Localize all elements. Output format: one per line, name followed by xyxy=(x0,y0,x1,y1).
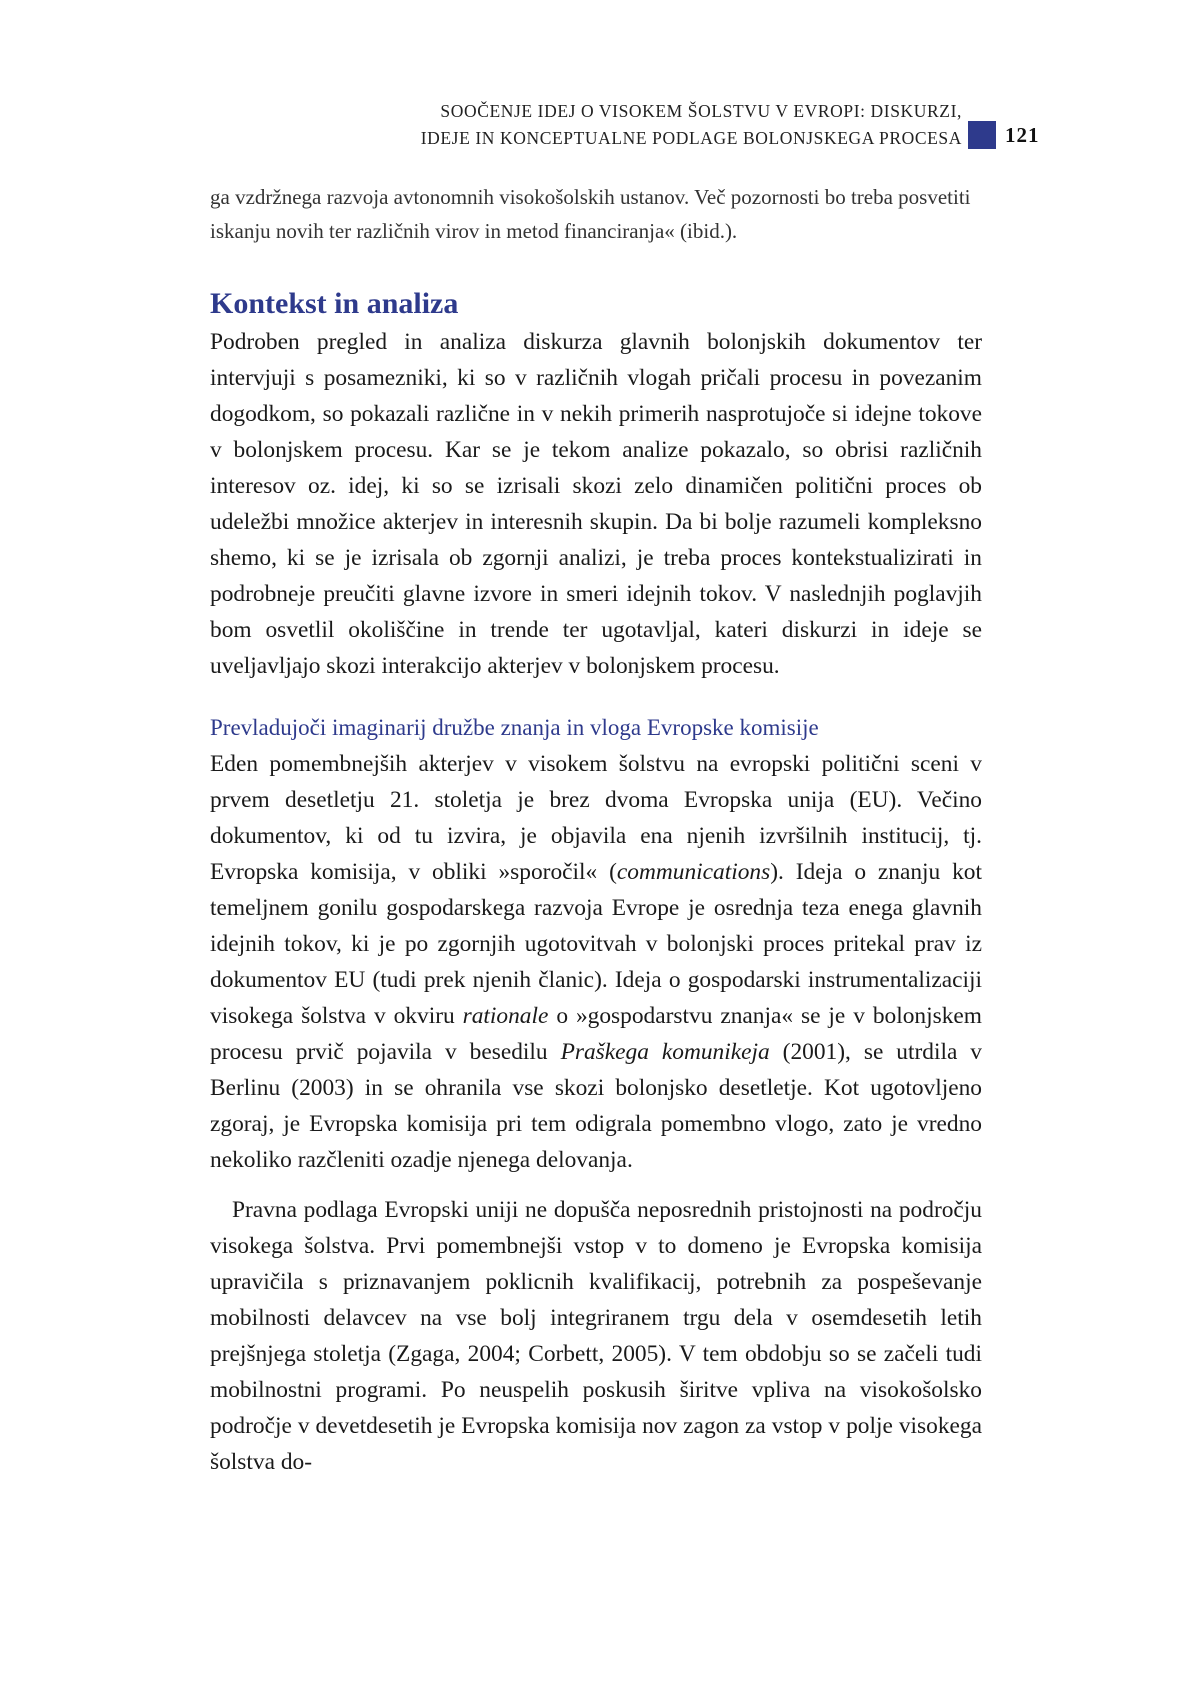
running-head-square-mark xyxy=(968,121,996,149)
section-heading: Kontekst in analiza xyxy=(210,287,459,320)
running-head-line-2: IDEJE IN KONCEPTUALNE PODLAGE BOLONJSKEGA PROCESA xyxy=(420,128,962,148)
subsection-paragraph-1 xyxy=(210,746,982,1178)
p1-text-d: (2001), se utrdila v Berlinu (2003) in se ohranila vse skozi bolonjsko desetletje. Kot ugotovljeno zgoraj, je Evropska komisija pri tem odigrala pomembno vlogo, zato je vredno nekoliko razčleniti ozadje njenega delovanja. xyxy=(210,1039,982,1173)
running-head xyxy=(421,98,962,152)
section-paragraph: Podroben pregled in analiza diskurza glavnih bolonjskih dokumentov ter intervjuji s posamezniki, ki so v različnih vlogah pričali procesu in povezanim dogodkom, so pokazali različne in v nekih primerih nasprotujoče si idejne tokove v bolonjskem procesu. Kar se je tekom analize pokazalo, so obrisi različnih interesov oz. idej, ki so se izrisali skozi zelo dinamičen politični proces ob udeležbi množice akterjev in interesnih skupin. Da bi bolje razumeli kompleksno shemo, ki se je izrisala ob zgornji analizi, je treba proces kontekstualizirati in podrobneje preučiti glavne izvore in smeri idejnih tokov. V naslednjih poglavjih bom osvetlil okoliščine in trende ter ugotavljal, kateri diskurzi in ideje se uveljavljajo skozi interakcijo akterjev v bolonjskem procesu. xyxy=(210,329,982,679)
p1-italic-rationale: rationale xyxy=(462,1003,549,1029)
p1-italic-prague-communique: Praškega komunikeja xyxy=(560,1039,770,1065)
subsection-heading: Prevladujoči imaginarij družbe znanja in vloga Evropske komisije xyxy=(210,715,819,740)
p1-text-c: o »gospodarstvu znanja« se je v bolonjskem procesu prvič pojavila v besedilu xyxy=(210,1003,982,1065)
quote-continuation: ga vzdržnega razvoja avtonomnih visokošolskih ustanov. Več pozornosti bo treba posvetiti iskanju novih ter različnih virov in metod financiranja« (ibid.). xyxy=(210,185,971,243)
running-head-line-1: SOOČENJE IDEJ O VISOKEM ŠOLSTVU V EVROPI: DISKURZI, xyxy=(440,101,962,121)
page-number: 121 xyxy=(1005,123,1040,147)
p1-italic-communications: communications xyxy=(616,859,771,885)
page-body xyxy=(210,180,982,1480)
p1-text-a: Eden pomembnejših akterjev v visokem šolstvu na evropski politični sceni v prvem desetletju 21. stoletja je brez dvoma Evropska unija (EU). Večino dokumentov, ki od tu izvira, je objavila ena njenih izvršilnih institucij, tj. Evropska komisija, v obliki »sporočil« ( xyxy=(210,751,982,885)
p1-text-b: ). Ideja o znanju kot temeljnem gonilu gospodarskega razvoja Evrope je osrednja teza enega glavnih idejnih tokov, ki je po zgornjih ugotovitvah v bolonjski proces pritekal prav iz dokumentov EU (tudi prek njenih članic). Ideja o gospodarski instrumentalizaciji visokega šolstva v okviru xyxy=(210,859,982,1029)
subsection-paragraph-2: Pravna podlaga Evropski uniji ne dopušča neposrednih pristojnosti na področju visokega šolstva. Prvi pomembnejši vstop v to domeno je Evropska komisija upravičila s priznavanjem poklicnih kvalifikacij, potrebnih za pospeševanje mobilnosti delavcev na vse bolj integriranem trgu dela v osemdesetih letih prejšnjega stoletja (Zgaga, 2004; Corbett, 2005). V tem obdobju so se začeli tudi mobilnostni programi. Po neuspelih poskusih širitve vpliva na visokošolsko področje v devetdesetih je Evropska komisija nov zagon za vstop v polje visokega šolstva do- xyxy=(210,1197,982,1475)
